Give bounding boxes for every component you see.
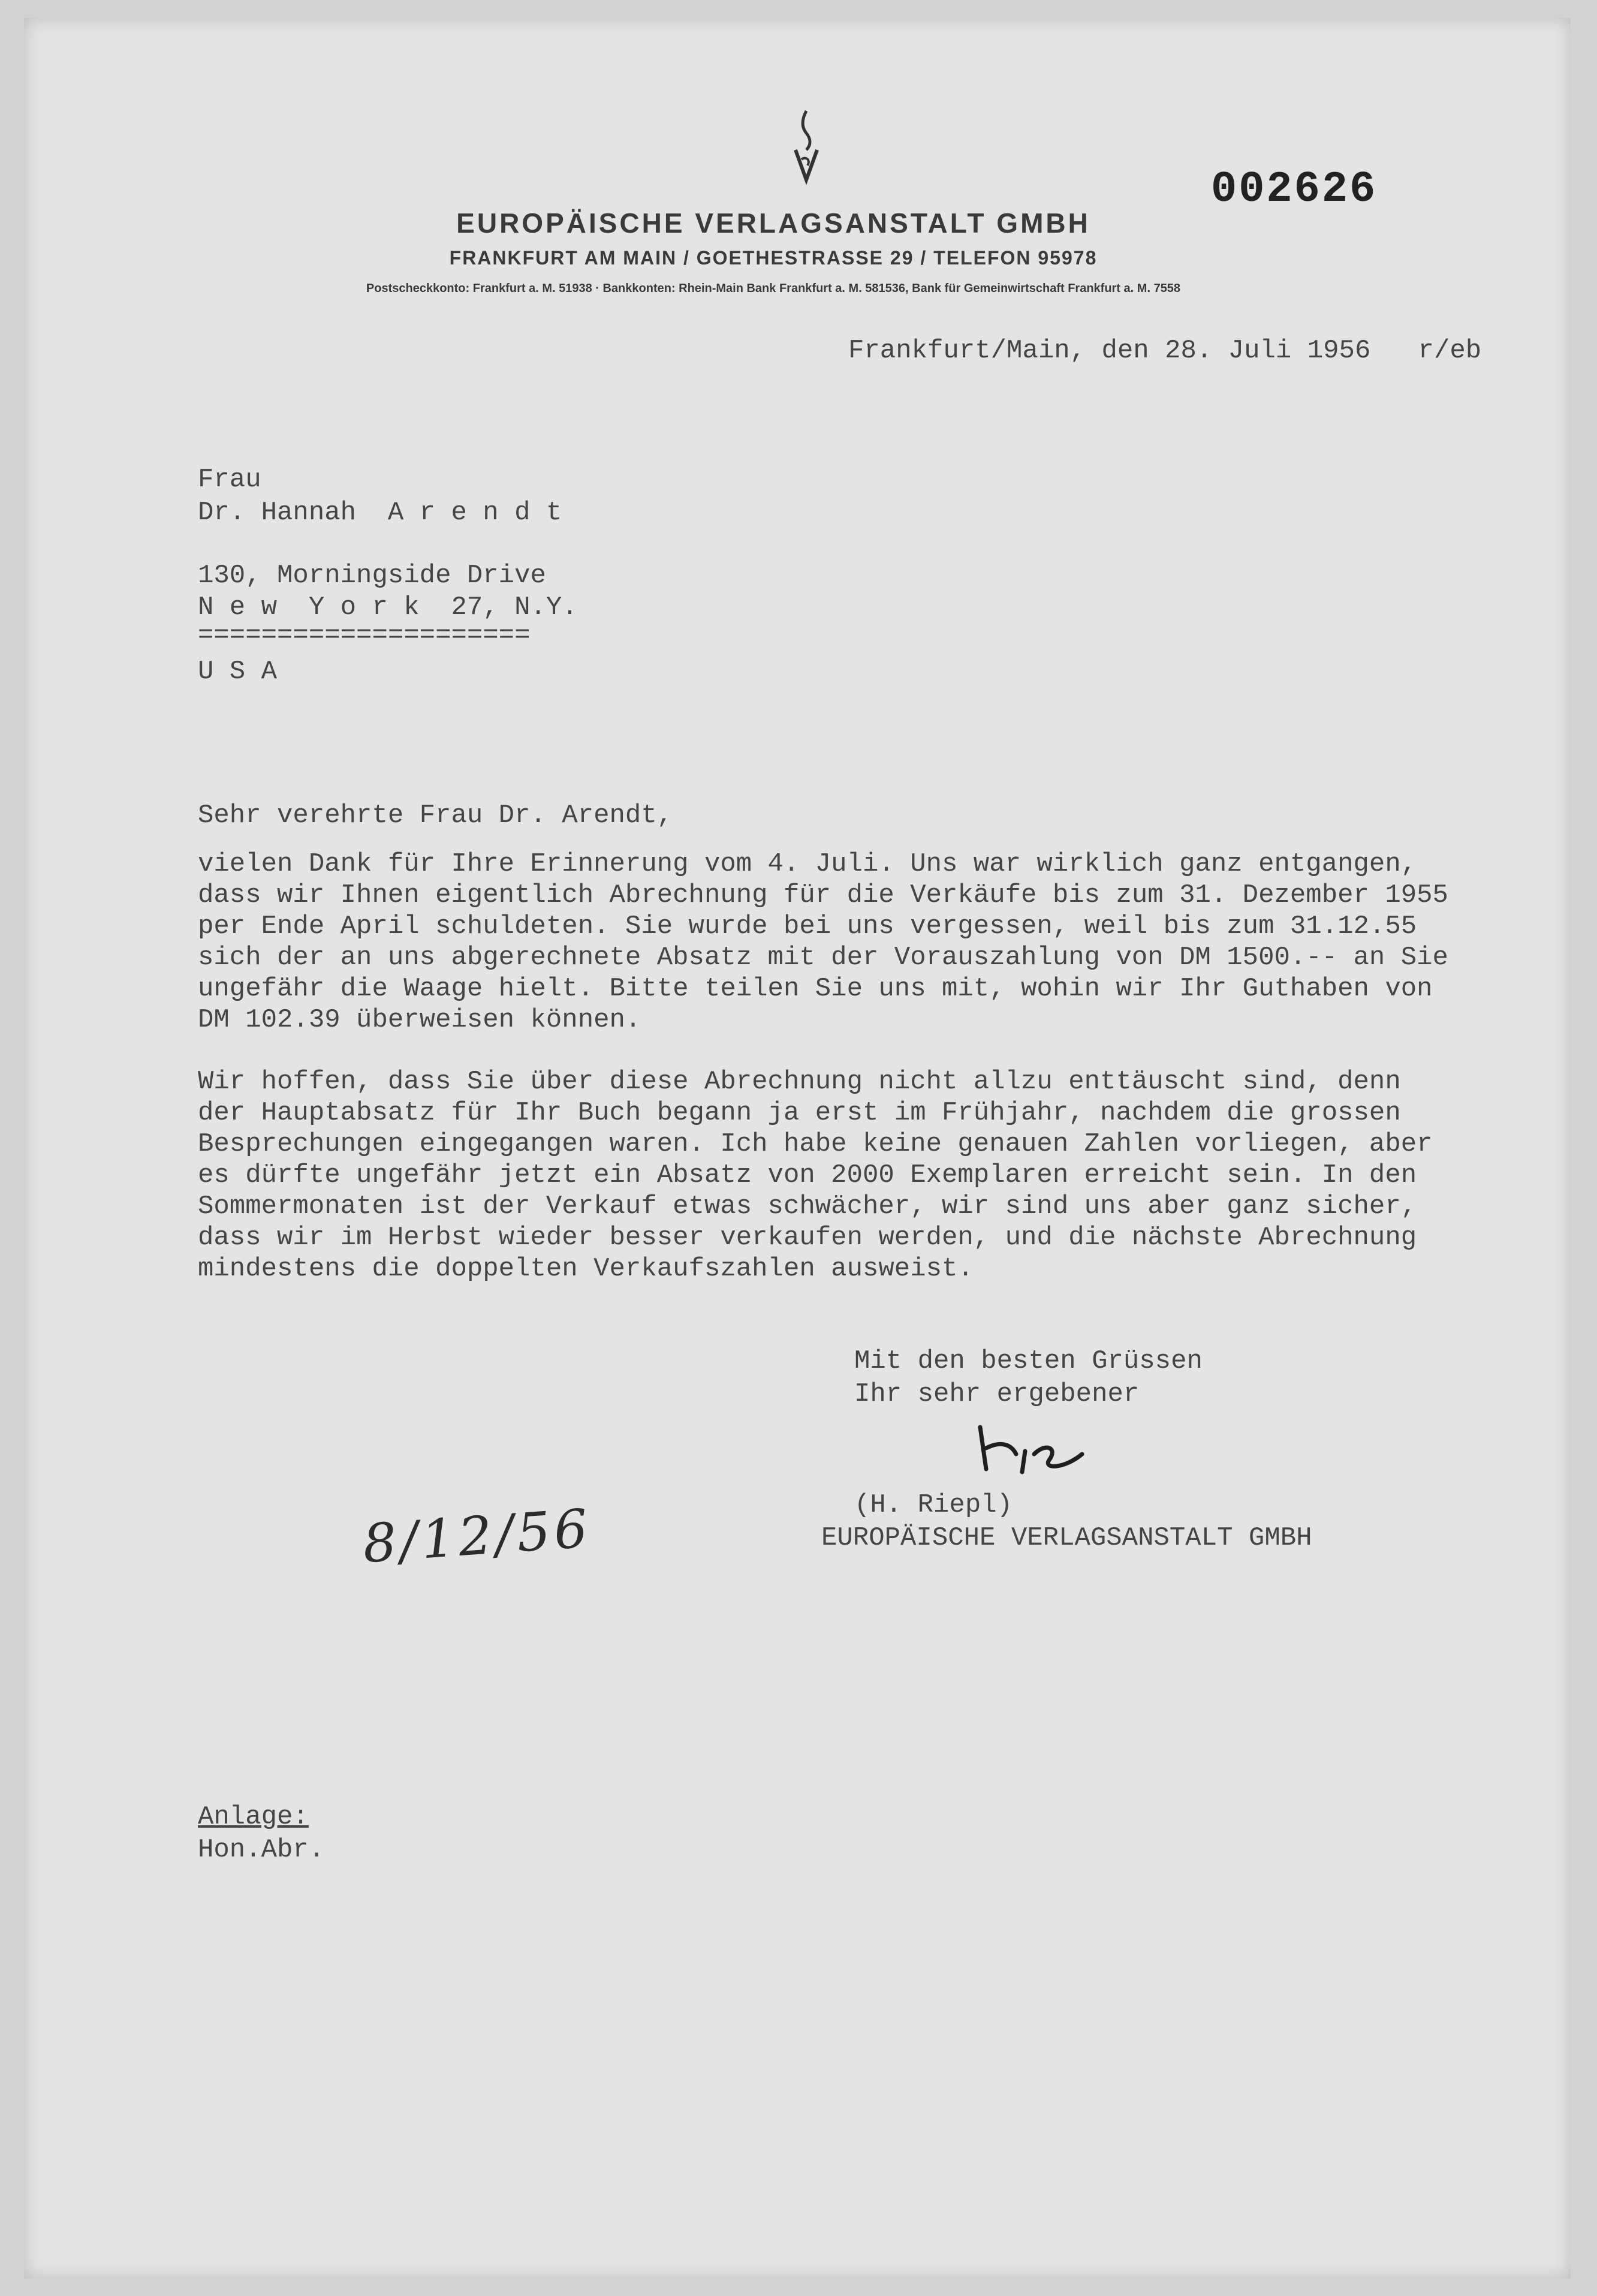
recipient-title: Frau — [198, 465, 261, 495]
letter-page — [24, 18, 1571, 2279]
body-line: vielen Dank für Ihre Erinnerung vom 4. Juli. Uns war wirklich ganz entgangen, — [198, 849, 1417, 879]
body-line: mindestens die doppelten Verkaufszahlen ausweist. — [198, 1254, 974, 1284]
recipient-name: Dr. Hannah A r e n d t — [198, 498, 562, 528]
body-line: ungefähr die Waage hielt. Bitte teilen Sie uns mit, wohin wir Ihr Guthaben von — [198, 974, 1433, 1004]
body-line: DM 102.39 überweisen können. — [198, 1005, 641, 1035]
signer-name: (H. Riepl) — [854, 1490, 1013, 1520]
body-line: der Hauptabsatz für Ihr Buch begann ja erst im Frühjahr, nachdem die grossen — [198, 1098, 1401, 1128]
letterhead-address: FRANKFURT AM MAIN / GOETHESTRASSE 29 / TELEFON 95978 — [449, 247, 1098, 269]
enclosure-label: Anlage: — [198, 1802, 309, 1832]
body-line: dass wir Ihnen eigentlich Abrechnung für die Verkäufe bis zum 31. Dezember 1955 — [198, 880, 1448, 910]
body-line: sich der an uns abgerechnete Absatz mit der Vorauszahlung von DM 1500.-- an Sie — [198, 943, 1448, 973]
body-line: Wir hoffen, dass Sie über diese Abrechnung nicht allzu enttäuscht sind, denn — [198, 1067, 1401, 1097]
body-line: Sommermonaten ist der Verkauf etwas schwächer, wir sind uns aber ganz sicher, — [198, 1191, 1417, 1221]
letterhead-company-name: EUROPÄISCHE VERLAGSANSTALT GMBH — [456, 207, 1090, 239]
recipient-country: U S A — [198, 657, 278, 687]
body-line: es dürfte ungefähr jetzt ein Absatz von 2000 Exemplaren erreicht sein. In den — [198, 1160, 1417, 1190]
body-line: dass wir im Herbst wieder besser verkaufen werden, und die nächste Abrechnung — [198, 1223, 1417, 1253]
document-number: 002626 — [1211, 165, 1378, 214]
closing-greeting: Mit den besten Grüssen — [854, 1346, 1203, 1376]
closing-valediction: Ihr sehr ergebener — [854, 1379, 1140, 1409]
recipient-city: N e w Y o r k 27, N.Y. — [198, 592, 578, 622]
recipient-rule: ===================== — [198, 621, 531, 651]
enclosure-item: Hon.Abr. — [198, 1835, 325, 1865]
salutation: Sehr verehrte Frau Dr. Arendt, — [198, 801, 673, 830]
signer-company: EUROPÄISCHE VERLAGSANSTALT GMBH — [821, 1523, 1312, 1553]
date-line: Frankfurt/Main, den 28. Juli 1956 r/eb — [848, 336, 1482, 366]
body-line: Besprechungen eingegangen waren. Ich habe keine genauen Zahlen vorliegen, aber — [198, 1129, 1433, 1159]
signature-icon — [968, 1418, 1100, 1484]
body-line: per Ende April schuldeten. Sie wurde bei uns vergessen, weil bis zum 31.12.55 — [198, 911, 1417, 941]
recipient-street: 130, Morningside Drive — [198, 561, 546, 591]
letterhead-bank-details: Postscheckkonto: Frankfurt a. M. 51938 · Bankkonten: Rhein-Main Bank Frankfurt a. M. 581536, Bank für Gemeinwirtschaft Frankfurt a. M. 7558 — [366, 282, 1181, 295]
handwritten-date-note: 8/12/56 — [360, 1497, 593, 1575]
publisher-logo-icon — [788, 108, 824, 186]
